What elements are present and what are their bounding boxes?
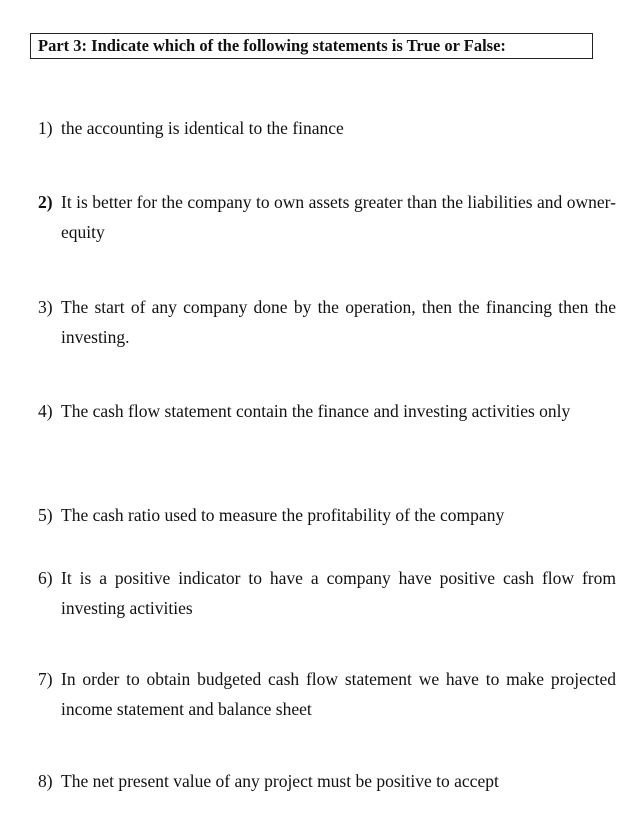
section-title: Part 3: Indicate which of the following statements is True or False: [38,36,506,55]
question-text: In order to obtain budgeted cash flow statement we have to make projected income statement and balance sheet [61,669,616,719]
question-number: 7) [38,669,53,689]
question-item-3 [38,292,616,352]
question-text: It is better for the company to own assets greater than the liabilities and owner-equity [61,192,616,242]
question-number: 2) [38,192,53,212]
question-text: The cash flow statement contain the finance and investing activities only [61,401,571,421]
question-text: The start of any company done by the operation, then the financing then the investing. [61,297,616,347]
question-number: 6) [38,568,53,588]
question-item-6 [38,563,616,623]
section-header [30,33,593,59]
question-number: 1) [38,118,53,138]
question-item-2 [38,187,616,247]
question-item-7 [38,664,616,724]
question-number: 3) [38,297,53,317]
question-text: The cash ratio used to measure the profitability of the company [61,505,505,525]
question-number: 8) [38,771,53,791]
question-item-4 [38,396,616,426]
question-item-5 [38,500,616,530]
question-text: The net present value of any project must be positive to accept [61,771,499,791]
question-item-8 [38,766,616,796]
question-text: It is a positive indicator to have a company have positive cash flow from investing activities [61,568,616,618]
question-item-1 [38,113,616,143]
question-number: 5) [38,505,53,525]
question-text: the accounting is identical to the finance [61,118,344,138]
question-number: 4) [38,401,53,421]
